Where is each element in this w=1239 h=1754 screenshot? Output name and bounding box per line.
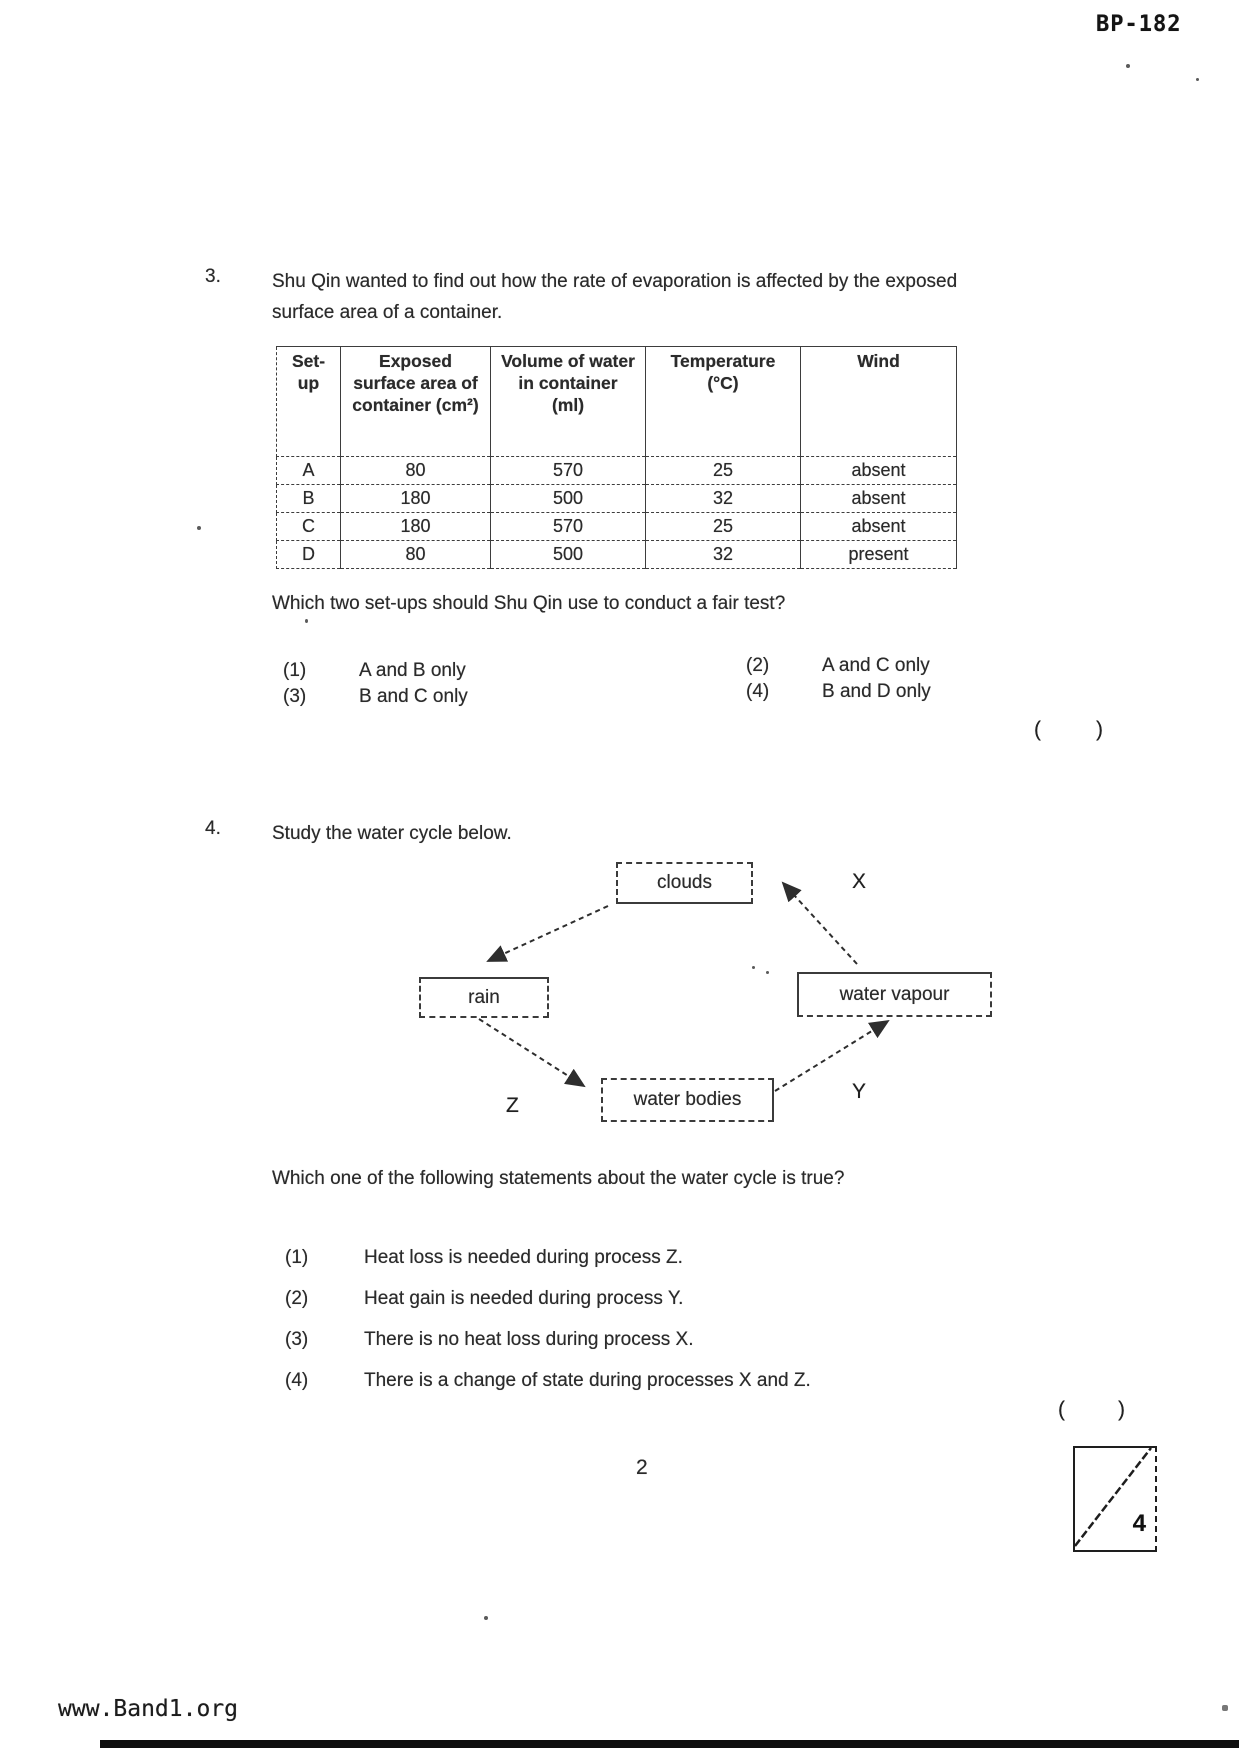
q4-question: Which one of the following statements about the water cycle is true?	[272, 1168, 845, 1189]
q3-question: Which two set-ups should Shu Qin use to conduct a fair test?	[272, 593, 786, 614]
scan-speck	[305, 619, 308, 623]
q3-option-1	[283, 659, 466, 683]
cell: absent	[801, 457, 957, 485]
cell: A	[277, 457, 341, 485]
cell: 180	[341, 485, 491, 513]
scan-speck	[197, 526, 201, 530]
option-label: A and B only	[359, 660, 466, 681]
scan-speck	[752, 966, 755, 969]
table-row	[277, 541, 957, 569]
option-number: (3)	[285, 1329, 309, 1350]
q4-prompt: Study the water cycle below.	[272, 823, 512, 844]
node-label: clouds	[657, 872, 712, 893]
table-row	[277, 513, 957, 541]
q3-option-2	[746, 654, 930, 678]
cell: 500	[491, 485, 646, 513]
watermark-url: www.Band1.org	[58, 1696, 239, 1722]
q4-option-3	[285, 1328, 694, 1352]
col-header-exposed-area: Exposed surface area of container (cm²)	[341, 347, 491, 457]
cell: 180	[341, 513, 491, 541]
water-cycle-diagram	[400, 850, 1000, 1150]
cell: present	[801, 541, 957, 569]
arrow-rain-to-water-bodies	[479, 1019, 584, 1086]
cell: 570	[491, 457, 646, 485]
q3-prompt-line1: Shu Qin wanted to find out how the rate of evaporation is affected by the exposed	[272, 271, 958, 292]
cell: absent	[801, 485, 957, 513]
cell: 500	[491, 541, 646, 569]
table-header-row	[277, 347, 957, 457]
process-label-y: Y	[852, 1080, 867, 1103]
process-label-x: X	[852, 870, 867, 893]
scan-speck	[1126, 64, 1130, 68]
option-label: A and C only	[822, 655, 930, 676]
node-rain	[419, 977, 549, 1018]
q4-option-2	[285, 1287, 683, 1311]
option-number: (4)	[285, 1370, 309, 1391]
option-label: B and C only	[359, 686, 468, 707]
option-label: B and D only	[822, 681, 931, 702]
scan-speck	[1222, 1705, 1228, 1711]
q4-number: 4.	[205, 818, 221, 839]
cell: 32	[646, 485, 801, 513]
marks-corner-box	[1073, 1446, 1157, 1552]
col-header-temperature: Temperature (°C)	[646, 347, 801, 457]
q3-option-4	[746, 680, 931, 704]
cell: 32	[646, 541, 801, 569]
process-label-z: Z	[506, 1094, 519, 1117]
cell: 570	[491, 513, 646, 541]
cell: 25	[646, 457, 801, 485]
option-label: There is no heat loss during process X.	[364, 1329, 694, 1350]
q4-answer-bracket-open: (	[1058, 1398, 1065, 1421]
option-label: Heat loss is needed during process Z.	[364, 1247, 683, 1268]
corner-box-number: 4	[1132, 1510, 1146, 1537]
col-header-volume: Volume of water in container (ml)	[491, 347, 646, 457]
table-row	[277, 485, 957, 513]
cell: D	[277, 541, 341, 569]
cell: B	[277, 485, 341, 513]
option-number: (2)	[285, 1288, 309, 1309]
node-label: water bodies	[633, 1089, 742, 1110]
q3-answer-bracket-close: )	[1096, 718, 1103, 741]
col-header-setup: Set-up	[277, 347, 341, 457]
cell: 80	[341, 541, 491, 569]
scan-speck	[484, 1616, 488, 1620]
table-row	[277, 457, 957, 485]
page-number: 2	[636, 1456, 648, 1479]
scan-edge-bar	[100, 1740, 1239, 1748]
page-code: BP-182	[1096, 12, 1182, 37]
option-label: There is a change of state during processes X and Z.	[364, 1370, 811, 1391]
arrow-clouds-to-rain	[488, 906, 608, 961]
option-number: (3)	[283, 686, 307, 707]
scan-speck	[766, 971, 769, 974]
col-header-wind: Wind	[801, 347, 957, 457]
arrow-water-bodies-to-water-vapour	[775, 1021, 888, 1091]
node-water-vapour	[797, 972, 992, 1017]
option-number: (2)	[746, 655, 770, 676]
node-water-bodies	[601, 1078, 774, 1122]
cell: 25	[646, 513, 801, 541]
cell: C	[277, 513, 341, 541]
option-number: (1)	[283, 660, 307, 681]
q3-setup-table	[276, 346, 957, 569]
q4-option-4	[285, 1369, 811, 1393]
q3-prompt-line2: surface area of a container.	[272, 302, 503, 323]
option-number: (1)	[285, 1247, 309, 1268]
cell: absent	[801, 513, 957, 541]
node-label: water vapour	[839, 983, 950, 1005]
option-label: Heat gain is needed during process Y.	[364, 1288, 684, 1309]
arrow-water-vapour-to-clouds	[783, 883, 857, 964]
q3-number: 3.	[205, 266, 221, 287]
node-clouds	[616, 862, 753, 904]
q4-option-1	[285, 1246, 683, 1270]
cell: 80	[341, 457, 491, 485]
node-label: rain	[468, 986, 500, 1008]
q3-option-3	[283, 685, 468, 709]
q4-answer-bracket-close: )	[1118, 1398, 1125, 1421]
q3-answer-bracket-open: (	[1034, 718, 1041, 741]
option-number: (4)	[746, 681, 770, 702]
scan-speck	[1196, 78, 1199, 81]
